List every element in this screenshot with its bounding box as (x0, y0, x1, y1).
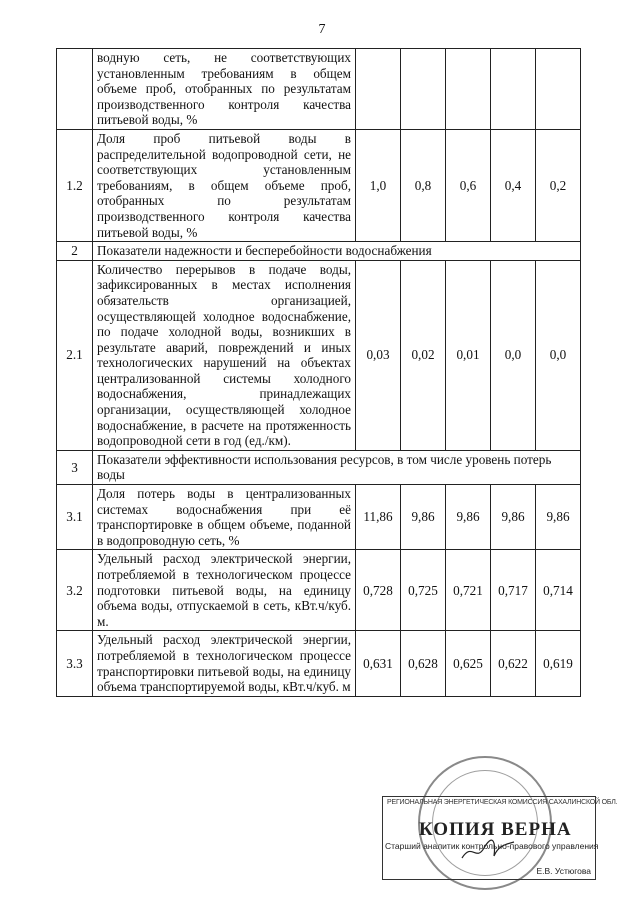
indicator-value: 0,03 (356, 260, 401, 450)
indicator-row (57, 550, 581, 631)
indicator-value: 0,721 (446, 550, 491, 631)
indicator-row (57, 49, 581, 130)
row-number: 1.2 (57, 129, 93, 241)
section-row (57, 242, 581, 261)
indicator-value: 0,0 (536, 260, 581, 450)
indicator-value (536, 49, 581, 130)
indicator-description: Количество перерывов в подаче воды, зафиксированных в местах исполнения обязательств организацией, осуществляющей холодное водоснабжение, по подаче холодной воды, возникших в результате аварий, повреждений и иных технологических нарушений на объектах централизованной системы холодного водоснабжения, принадлежащих организации, осуществляющей холодное водоснабжение, в расчете на протяженность водопроводной сети в год (ед./км). (93, 260, 356, 450)
indicator-value: 11,86 (356, 485, 401, 550)
indicator-value: 0,01 (446, 260, 491, 450)
indicator-row (57, 129, 581, 241)
indicator-value: 0,0 (491, 260, 536, 450)
indicator-value (491, 49, 536, 130)
indicator-value: 9,86 (401, 485, 446, 550)
stamp-name: Е.В. Устюгова (536, 866, 591, 876)
indicator-value: 0,6 (446, 129, 491, 241)
indicator-value (446, 49, 491, 130)
indicator-value: 0,714 (536, 550, 581, 631)
indicator-value: 0,631 (356, 631, 401, 696)
indicator-description: Доля проб питьевой воды в распределительной водопроводной сети, не соответствующих установленным требованиям, в общем объеме проб, отобранных по результатам производственного контроля качества питьевой воды, % (93, 129, 356, 241)
indicator-value (401, 49, 446, 130)
indicator-value: 9,86 (536, 485, 581, 550)
indicator-description: Удельный расход электрической энергии, потребляемой в технологическом процессе подготовки питьевой воды, на единицу объема воды, отпускаемой в сеть, кВт.ч/куб. м. (93, 550, 356, 631)
indicator-value: 0,725 (401, 550, 446, 631)
row-number (57, 49, 93, 130)
indicator-value: 0,8 (401, 129, 446, 241)
indicator-value: 0,728 (356, 550, 401, 631)
indicator-description: Доля потерь воды в централизованных системах водоснабжения при её транспортировке в общем объеме, поданной в водопроводную сеть, % (93, 485, 356, 550)
row-number: 2 (57, 242, 93, 261)
indicator-value: 9,86 (491, 485, 536, 550)
row-number: 3 (57, 450, 93, 484)
indicator-row (57, 485, 581, 550)
indicator-row (57, 260, 581, 450)
indicator-description: водную сеть, не соответствующих установленным требованиям в общем объеме проб, отобранных по результатам производственного контроля качества питьевой воды, % (93, 49, 356, 130)
row-number: 2.1 (57, 260, 93, 450)
stamp-role: Старший аналитик контрольно-правового управления (385, 841, 599, 851)
indicator-value: 0,619 (536, 631, 581, 696)
indicator-value: 0,717 (491, 550, 536, 631)
indicator-value: 0,4 (491, 129, 536, 241)
indicator-value: 0,2 (536, 129, 581, 241)
handwritten-signature (458, 838, 518, 864)
indicator-value: 0,622 (491, 631, 536, 696)
indicator-value (356, 49, 401, 130)
indicator-row (57, 631, 581, 696)
indicator-value: 0,628 (401, 631, 446, 696)
stamp-org: РЕГИОНАЛЬНАЯ ЭНЕРГЕТИЧЕСКАЯ КОМИССИЯ САХАЛИНСКОЙ ОБЛ. (387, 799, 618, 806)
indicator-value: 1,0 (356, 129, 401, 241)
section-title: Показатели надежности и бесперебойности водоснабжения (93, 242, 581, 261)
indicator-value: 0,625 (446, 631, 491, 696)
row-number: 3.1 (57, 485, 93, 550)
indicator-value: 9,86 (446, 485, 491, 550)
row-number: 3.2 (57, 550, 93, 631)
indicator-description: Удельный расход электрической энергии, потребляемой в технологическом процессе транспортировки питьевой воды, на единицу объема транспортируемой воды, кВт.ч/куб. м (93, 631, 356, 696)
indicator-value: 0,02 (401, 260, 446, 450)
page-number: 7 (318, 22, 326, 37)
section-title: Показатели эффективности использования ресурсов, в том числе уровень потерь воды (93, 450, 581, 484)
indicators-table (56, 48, 581, 697)
row-number: 3.3 (57, 631, 93, 696)
section-row (57, 450, 581, 484)
stamp-title: КОПИЯ ВЕРНА (419, 819, 572, 840)
